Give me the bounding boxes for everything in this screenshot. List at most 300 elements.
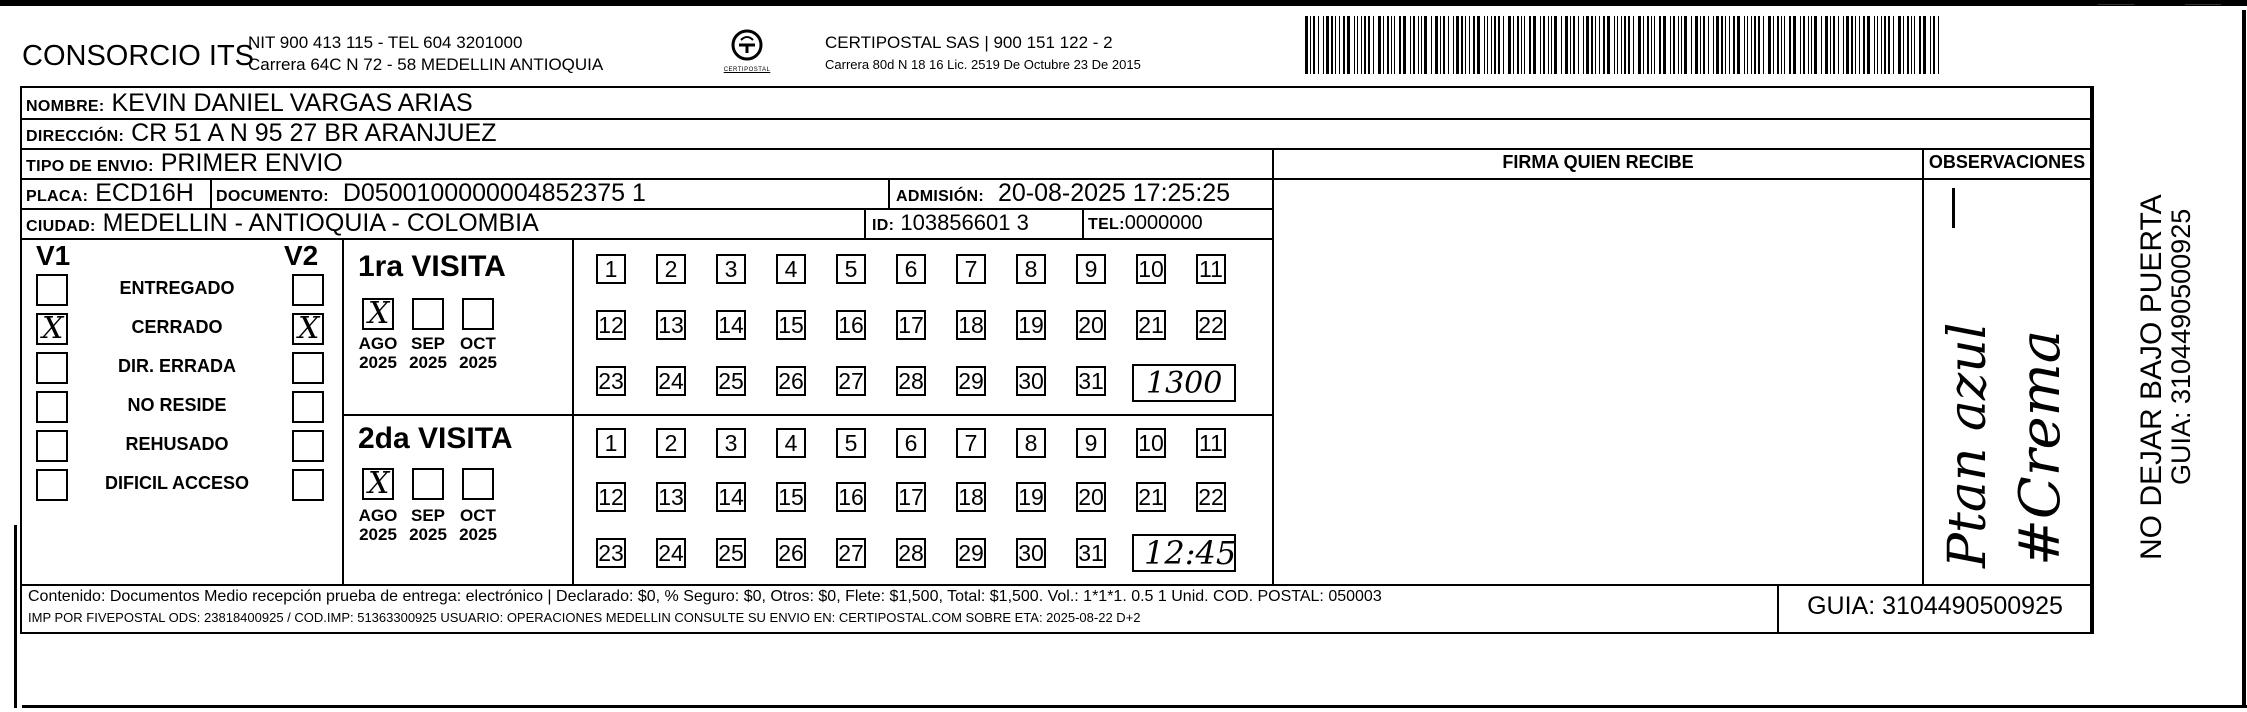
logo-text: CERTIPOSTAL xyxy=(723,67,771,73)
barcode-bar xyxy=(1473,16,1475,74)
day-box-25[interactable]: 25 xyxy=(716,366,746,396)
day-box-2[interactable]: 2 xyxy=(656,428,686,458)
month-label xyxy=(355,506,401,544)
barcode-bar xyxy=(1830,16,1831,74)
day-box-3[interactable]: 3 xyxy=(716,428,746,458)
barcode-bar xyxy=(1548,16,1549,74)
day-box-4[interactable]: 4 xyxy=(776,428,806,458)
barcode-bar xyxy=(1461,16,1463,74)
day-box-12[interactable]: 12 xyxy=(596,482,626,512)
barcode-bar xyxy=(1793,16,1796,74)
divider xyxy=(1272,148,1274,584)
barcode-bar xyxy=(1893,16,1894,74)
barcode-bar xyxy=(1763,16,1764,74)
courier-name: CERTIPOSTAL SAS | 900 151 122 - 2 xyxy=(825,33,1113,52)
barcode-bar xyxy=(1843,16,1844,74)
barcode-bar xyxy=(1678,16,1679,74)
barcode-bar xyxy=(1933,16,1935,74)
direccion-value: CR 51 A N 95 27 BR ARANJUEZ xyxy=(131,119,497,147)
barcode-bar xyxy=(1911,16,1912,74)
day-box-15[interactable]: 15 xyxy=(776,482,806,512)
barcode-bar xyxy=(1399,16,1401,74)
v1-checkbox[interactable] xyxy=(36,313,68,345)
barcode-bar xyxy=(1561,16,1562,74)
barcode-bar xyxy=(1491,16,1492,74)
day-box-13[interactable]: 13 xyxy=(656,482,686,512)
direccion-label: DIRECCIÓN: xyxy=(26,128,125,145)
day-box-27[interactable]: 27 xyxy=(836,538,866,568)
day-box-26[interactable]: 26 xyxy=(776,366,806,396)
day-box-18[interactable]: 18 xyxy=(956,310,986,340)
barcode-bar xyxy=(1821,16,1822,74)
barcode-bar xyxy=(1413,16,1415,74)
barcode-bar xyxy=(1663,16,1666,74)
barcode-bar xyxy=(1326,16,1329,74)
barcode-bar xyxy=(1339,16,1340,74)
barcode-bar xyxy=(1570,16,1571,74)
v1-checkbox[interactable] xyxy=(36,430,68,462)
barcode-bar xyxy=(1364,16,1366,74)
day-box-14[interactable]: 14 xyxy=(716,482,746,512)
status-label: REHUSADO xyxy=(125,434,229,454)
status-label: ENTREGADO xyxy=(119,278,235,298)
divider xyxy=(342,238,344,584)
tel-field xyxy=(1088,208,1203,240)
barcode-bar xyxy=(1681,16,1682,74)
barcode-bar xyxy=(1484,16,1485,74)
barcode-bar xyxy=(1888,16,1890,74)
divider xyxy=(888,178,890,208)
barcode-bar xyxy=(1529,16,1531,74)
documento-label: DOCUMENTO: xyxy=(216,188,329,205)
barcode-bar xyxy=(1716,16,1719,74)
day-box-6[interactable]: 6 xyxy=(896,254,926,284)
address-line: Carrera 64C N 72 - 58 MEDELLIN ANTIOQUIA xyxy=(248,55,604,74)
day-box-21[interactable]: 21 xyxy=(1136,310,1166,340)
barcode-bar xyxy=(1938,16,1939,74)
barcode-bar xyxy=(1907,16,1909,74)
barcode-bar xyxy=(1651,16,1652,74)
barcode-bar xyxy=(1751,16,1752,74)
barcode-bar xyxy=(1789,16,1791,74)
nombre-value: KEVIN DANIEL VARGAS ARIAS xyxy=(111,89,473,117)
id-label: ID: xyxy=(872,217,895,234)
day-box-5[interactable]: 5 xyxy=(836,428,866,458)
v2-checkbox[interactable] xyxy=(292,352,324,384)
corner-mark xyxy=(2098,4,2134,5)
barcode-bar xyxy=(1453,16,1454,74)
barcode-bar xyxy=(1391,16,1392,74)
observation-line-2: #Crema xyxy=(2008,329,2073,566)
barcode-bar xyxy=(1565,16,1568,74)
barcode-bar xyxy=(1744,16,1745,74)
day-box-30[interactable]: 30 xyxy=(1016,366,1046,396)
tel-label: TEL: xyxy=(1088,216,1125,233)
barcode-bar xyxy=(1754,16,1756,74)
divider xyxy=(2090,88,2092,632)
ciudad-field xyxy=(26,208,539,242)
day-box-24[interactable]: 24 xyxy=(656,366,686,396)
barcode-bar xyxy=(1440,16,1441,74)
barcode-bar xyxy=(1863,16,1865,74)
day-box-8[interactable]: 8 xyxy=(1016,254,1046,284)
barcode-bar xyxy=(1517,16,1519,74)
day-box-12[interactable]: 12 xyxy=(596,310,626,340)
barcode-bar xyxy=(1803,16,1805,74)
courier-address: Carrera 80d N 18 16 Lic. 2519 De Octubre 23 De 2015 xyxy=(825,57,1141,72)
barcode-bar xyxy=(1354,16,1355,74)
day-box-23[interactable]: 23 xyxy=(596,538,626,568)
footer-contenido: Contenido: Documentos Medio recepción prueba de entrega: electrónico | Declarado: $0, % Seguro: $0, Otros: $0, Flete: $1,500, Total: $1,500. Vol.: 1*1*1. 0.5 1 Unid. COD. POSTAL: 050003 xyxy=(28,588,1382,605)
day-box-19[interactable]: 19 xyxy=(1016,310,1046,340)
barcode-bar xyxy=(1477,16,1480,74)
barcode-bar xyxy=(1633,16,1634,74)
v2-checkbox[interactable] xyxy=(292,274,324,306)
observaciones-header: OBSERVACIONES xyxy=(1928,152,2086,172)
barcode-bar xyxy=(1647,16,1649,74)
label-frame xyxy=(20,86,2094,634)
barcode-bar xyxy=(1624,16,1626,74)
day-box-6[interactable]: 6 xyxy=(896,428,926,458)
documento-field xyxy=(216,178,646,212)
month-label xyxy=(455,334,501,372)
firma-header: FIRMA QUIEN RECIBE xyxy=(1502,152,1694,172)
barcode-bar xyxy=(1877,16,1878,74)
placa-field xyxy=(26,178,194,212)
month-label xyxy=(405,506,451,544)
barcode-bar xyxy=(1410,16,1411,74)
tel-value: 0000000 xyxy=(1124,212,1203,234)
footer-imp: IMP POR FIVEPOSTAL ODS: 23818400925 / COD.IMP: 51363300925 USUARIO: OPERACIONES MEDELLIN CONSULTE SU ENVIO EN: CERTIPOSTAL.COM SOBRE ETA: 2025-08-22 D+2 xyxy=(28,610,1141,625)
barcode-bar xyxy=(1808,16,1809,74)
barcode-bar xyxy=(1670,16,1671,74)
month-checkbox-oct[interactable] xyxy=(462,468,494,500)
barcode-bar xyxy=(1347,16,1350,74)
handwritten-check-mark: X xyxy=(298,311,320,346)
month-year: 2025 xyxy=(459,525,497,544)
barcode-bar xyxy=(1747,16,1748,74)
barcode-bar xyxy=(1874,16,1875,74)
day-box-22[interactable]: 22 xyxy=(1196,310,1226,340)
day-box-18[interactable]: 18 xyxy=(956,482,986,512)
barcode-bar xyxy=(1469,16,1470,74)
barcode-bar xyxy=(1443,16,1445,74)
courier-logo xyxy=(714,28,780,73)
barcode-bar xyxy=(1881,16,1882,74)
barcode-bar xyxy=(1898,16,1901,74)
barcode-bar xyxy=(1703,16,1705,74)
barcode-bar xyxy=(1373,16,1374,74)
barcode-bar xyxy=(1543,16,1545,74)
company-name: CONSORCIO ITS xyxy=(22,40,255,72)
barcode-bar xyxy=(1343,16,1345,74)
barcode-bar xyxy=(1867,16,1870,74)
barcode-bar xyxy=(1305,16,1308,74)
barcode-bar xyxy=(1684,16,1687,74)
company-info xyxy=(248,32,603,76)
handwritten-check-mark: X xyxy=(368,466,390,501)
barcode-bar xyxy=(1583,16,1584,74)
divider xyxy=(1082,208,1084,238)
month-checkbox-sep[interactable] xyxy=(412,468,444,500)
divider xyxy=(22,584,2092,586)
v1-checkbox[interactable] xyxy=(36,469,68,501)
status-label: NO RESIDE xyxy=(127,395,227,415)
barcode-bar xyxy=(1773,16,1774,74)
day-box-20[interactable]: 20 xyxy=(1076,482,1106,512)
barcode-bar xyxy=(1435,16,1438,74)
barcode-bar xyxy=(1673,16,1675,74)
barcode-bar xyxy=(1708,16,1709,74)
barcode-bar xyxy=(1387,16,1389,74)
barcode-bar xyxy=(1424,16,1427,74)
barcode-bar xyxy=(1811,16,1812,74)
barcode-bar xyxy=(1603,16,1605,74)
barcode-bar xyxy=(1331,16,1333,74)
tipo-field xyxy=(26,148,343,182)
month-checkbox-ago[interactable] xyxy=(362,468,394,500)
barcode xyxy=(1305,0,1941,80)
barcode-bar xyxy=(1421,16,1422,74)
barcode-bar xyxy=(1368,16,1370,74)
barcode-bar xyxy=(1781,16,1782,74)
v2-checkbox[interactable] xyxy=(292,430,324,462)
barcode-bar xyxy=(1855,16,1856,74)
barcode-bar xyxy=(1814,16,1817,74)
placa-label: PLACA: xyxy=(26,188,89,205)
courier-info xyxy=(825,32,1141,76)
nombre-field xyxy=(26,88,473,122)
barcode-bar xyxy=(1313,16,1315,74)
month-label xyxy=(405,334,451,372)
first-visit-title: 1ra VISITA xyxy=(358,250,506,283)
barcode-bar xyxy=(1586,16,1589,74)
corner-mark xyxy=(2185,4,2221,5)
nombre-label: NOMBRE: xyxy=(26,98,105,115)
month-checkbox-sep[interactable] xyxy=(412,298,444,330)
barcode-bar xyxy=(1838,16,1839,74)
month-checkbox-oct[interactable] xyxy=(462,298,494,330)
side-warning: NO DEJAR BAJO PUERTA xyxy=(2135,194,2168,560)
barcode-bar xyxy=(1595,16,1596,74)
id-field xyxy=(872,208,1029,241)
admision-value: 20-08-2025 17:25:25 xyxy=(997,179,1231,207)
id-value: 103856601 3 xyxy=(900,210,1029,235)
time-box-2 xyxy=(1132,534,1236,572)
barcode-bar xyxy=(1607,16,1610,74)
month-year: 2025 xyxy=(359,525,397,544)
barcode-bar xyxy=(1599,16,1600,74)
barcode-bar xyxy=(1465,16,1466,74)
day-box-8[interactable]: 8 xyxy=(1016,428,1046,458)
day-box-27[interactable]: 27 xyxy=(836,366,866,396)
month-year: 2025 xyxy=(409,353,447,372)
day-box-7[interactable]: 7 xyxy=(956,254,986,284)
day-box-9[interactable]: 9 xyxy=(1076,254,1106,284)
day-box-11[interactable]: 11 xyxy=(1196,254,1226,284)
day-box-9[interactable]: 9 xyxy=(1076,428,1106,458)
v1-checkbox[interactable] xyxy=(36,391,68,423)
day-box-21[interactable]: 21 xyxy=(1136,482,1166,512)
day-box-7[interactable]: 7 xyxy=(956,428,986,458)
day-box-25[interactable]: 25 xyxy=(716,538,746,568)
barcode-bar xyxy=(1508,16,1511,74)
day-box-10[interactable]: 10 xyxy=(1136,428,1166,458)
handwritten-time-2: 12:45 xyxy=(1144,534,1237,572)
day-box-16[interactable]: 16 xyxy=(836,310,866,340)
barcode-bar xyxy=(1638,16,1641,74)
barcode-bar xyxy=(1919,16,1921,74)
barcode-bar xyxy=(1456,16,1459,74)
day-box-2[interactable]: 2 xyxy=(656,254,686,284)
handwritten-time-1: 1300 xyxy=(1146,366,1223,401)
second-visit-title: 2da VISITA xyxy=(358,422,513,455)
month-label xyxy=(355,334,401,372)
day-box-23[interactable]: 23 xyxy=(596,366,626,396)
barcode-bar xyxy=(1903,16,1904,74)
barcode-bar xyxy=(1361,16,1362,74)
logo-icon xyxy=(730,28,764,62)
handwritten-check-mark: X xyxy=(368,296,390,331)
barcode-bar xyxy=(1431,16,1432,74)
footer-guia: GUIA: 3104490500925 xyxy=(1807,592,2063,620)
barcode-bar xyxy=(1768,16,1771,74)
day-box-1[interactable]: 1 xyxy=(596,428,626,458)
admision-field xyxy=(896,178,1230,212)
admision-label: ADMISIÓN: xyxy=(896,188,985,205)
barcode-bar xyxy=(1784,16,1785,74)
divider xyxy=(210,178,212,208)
status-label: DIR. ERRADA xyxy=(117,356,236,376)
barcode-bar xyxy=(1621,16,1622,74)
v1-checkbox[interactable] xyxy=(36,274,68,306)
day-box-11[interactable]: 11 xyxy=(1196,428,1226,458)
barcode-bar xyxy=(1884,16,1886,74)
barcode-bar xyxy=(1578,16,1579,74)
day-box-28[interactable]: 28 xyxy=(896,366,926,396)
day-box-10[interactable]: 10 xyxy=(1136,254,1166,284)
day-box-31[interactable]: 31 xyxy=(1076,366,1106,396)
day-box-4[interactable]: 4 xyxy=(776,254,806,284)
time-box-1 xyxy=(1132,364,1236,402)
day-box-17[interactable]: 17 xyxy=(896,482,926,512)
barcode-bar xyxy=(1691,16,1692,74)
barcode-bar xyxy=(1357,16,1358,74)
barcode-bar xyxy=(1487,16,1488,74)
barcode-bar xyxy=(1737,16,1740,74)
day-box-26[interactable]: 26 xyxy=(776,538,806,568)
barcode-bar xyxy=(1378,16,1381,74)
tipo-value: PRIMER ENVIO xyxy=(160,149,343,177)
barcode-bar xyxy=(1617,16,1618,74)
day-box-30[interactable]: 30 xyxy=(1016,538,1046,568)
documento-value: D0500100000004852375 1 xyxy=(342,179,646,207)
v2-checkbox[interactable] xyxy=(292,313,324,345)
v2-checkbox[interactable] xyxy=(292,469,324,501)
direccion-field xyxy=(26,118,497,152)
month-year: 2025 xyxy=(409,525,447,544)
barcode-bar xyxy=(1498,16,1500,74)
day-box-31[interactable]: 31 xyxy=(1076,538,1106,568)
day-box-17[interactable]: 17 xyxy=(896,310,926,340)
v2-checkbox[interactable] xyxy=(292,391,324,423)
divider xyxy=(864,208,866,238)
barcode-bar xyxy=(1713,16,1714,74)
right-border xyxy=(2242,10,2246,708)
ciudad-label: CIUDAD: xyxy=(26,218,96,235)
barcode-bar xyxy=(1551,16,1552,74)
barcode-bar xyxy=(1859,16,1860,74)
v2-label: V2 xyxy=(284,240,319,271)
barcode-bar xyxy=(1323,16,1324,74)
month-year: 2025 xyxy=(359,353,397,372)
day-box-19[interactable]: 19 xyxy=(1016,482,1046,512)
barcode-bar xyxy=(1643,16,1644,74)
day-box-28[interactable]: 28 xyxy=(896,538,926,568)
barcode-bar xyxy=(1310,16,1311,74)
barcode-bar xyxy=(1777,16,1779,74)
day-box-5[interactable]: 5 xyxy=(836,254,866,284)
day-box-14[interactable]: 14 xyxy=(716,310,746,340)
barcode-bar xyxy=(1833,16,1835,74)
barcode-bar xyxy=(1851,16,1853,74)
nit-line: NIT 900 413 115 - TEL 604 3201000 xyxy=(248,33,523,52)
day-box-20[interactable]: 20 xyxy=(1076,310,1106,340)
day-box-24[interactable]: 24 xyxy=(656,538,686,568)
barcode-bar xyxy=(1923,16,1926,74)
barcode-bar xyxy=(1825,16,1828,74)
v1-checkbox[interactable] xyxy=(36,352,68,384)
day-box-3[interactable]: 3 xyxy=(716,254,746,284)
month-name: SEP xyxy=(410,334,446,353)
barcode-bar xyxy=(1591,16,1593,74)
tipo-label: TIPO DE ENVIO: xyxy=(26,158,154,175)
day-box-1[interactable]: 1 xyxy=(596,254,626,284)
day-box-29[interactable]: 29 xyxy=(956,538,986,568)
barcode-bar xyxy=(1729,16,1730,74)
handwritten-check-mark: X xyxy=(42,311,64,346)
barcode-bar xyxy=(1418,16,1419,74)
day-box-16[interactable]: 16 xyxy=(836,482,866,512)
barcode-bar xyxy=(1513,16,1514,74)
barcode-bar xyxy=(1725,16,1726,74)
month-label xyxy=(455,506,501,544)
day-box-29[interactable]: 29 xyxy=(956,366,986,396)
obs-stroke xyxy=(1952,188,1955,228)
barcode-bar xyxy=(1700,16,1701,74)
day-box-13[interactable]: 13 xyxy=(656,310,686,340)
placa-value: ECD16H xyxy=(95,179,194,207)
divider xyxy=(1777,584,1779,632)
barcode-bar xyxy=(1503,16,1504,74)
month-name: OCT xyxy=(460,506,496,525)
bottom-border xyxy=(22,705,2247,708)
month-checkbox-ago[interactable] xyxy=(362,298,394,330)
day-box-15[interactable]: 15 xyxy=(776,310,806,340)
barcode-bar xyxy=(1800,16,1801,74)
month-name: AGO xyxy=(358,334,398,353)
barcode-bar xyxy=(1659,16,1661,74)
barcode-bar xyxy=(1721,16,1723,74)
barcode-bar xyxy=(1846,16,1849,74)
month-name: OCT xyxy=(460,334,496,353)
barcode-bar xyxy=(1335,16,1336,74)
barcode-bar xyxy=(1521,16,1522,74)
barcode-bar xyxy=(1573,16,1575,74)
status-label: DIFICIL ACCESO xyxy=(104,473,249,493)
day-box-22[interactable]: 22 xyxy=(1196,482,1226,512)
divider xyxy=(342,414,1272,416)
